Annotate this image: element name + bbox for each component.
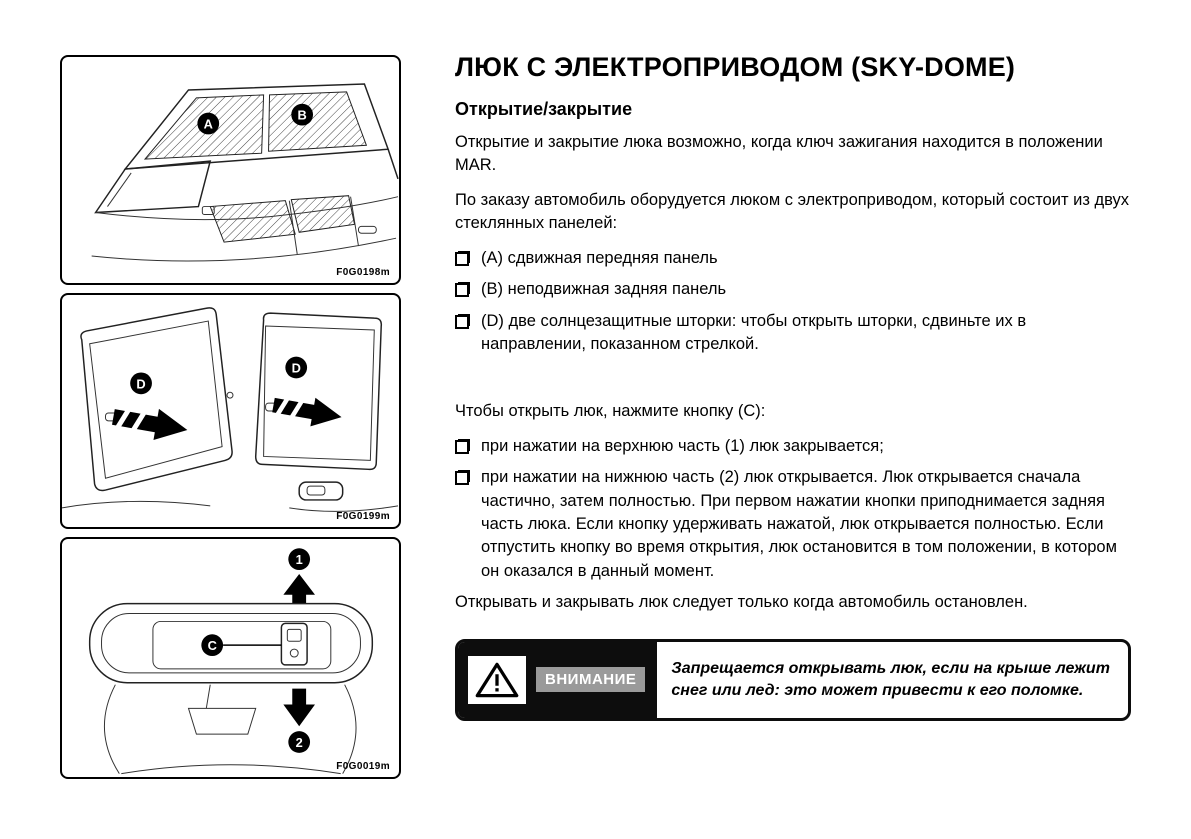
bullet-text: при нажатии на нижнюю часть (2) люк открывается. Люк открывается сначала частично, затем полностью. При первом нажатии кнопки приподнимается задняя часть люка. Если кнопку удерживать нажатой, люк открывается полностью. Если отпустить кнопку во время открытия, люк остановится в том положении, в котором он оказался в данный момент.: [481, 468, 1117, 580]
bullet-text: (D) две солнцезащитные шторки: чтобы открыть шторки, сдвиньте их в направлении, показанном стрелкой.: [481, 311, 1027, 353]
label-d-left-badge: [130, 372, 152, 394]
label-1-badge: [288, 548, 310, 570]
section-heading: Открытие/закрытие: [455, 99, 633, 119]
slide-arrow-left: [111, 401, 190, 445]
button-bullet-list: [455, 435, 1131, 584]
bullet-text: (A) сдвижная передняя панель: [481, 248, 718, 267]
svg-text:1: 1: [295, 552, 303, 568]
paragraph-ignition: Открытие и закрытие люка возможно, когда ключ зажигания находится в положении MAR.: [455, 133, 1103, 175]
page-title: ЛЮК С ЭЛЕКТРОПРИВОДОМ (SKY-DOME): [455, 52, 1016, 82]
figure-sunroof-exterior: [60, 55, 401, 285]
label-b-badge: [291, 104, 313, 126]
list-item: [455, 466, 1131, 583]
label-c-badge: [201, 634, 223, 656]
list-item: [455, 278, 1131, 301]
warning-label: ВНИМАНИЕ: [536, 667, 645, 692]
list-item: [455, 310, 1131, 357]
paragraph-stopped: Открывать и закрывать люк следует только когда автомобиль остановлен.: [455, 593, 1028, 612]
figure-sun-blinds: [60, 293, 401, 529]
bullet-square-icon: [455, 471, 469, 485]
figure-code: F0G0199m: [336, 511, 390, 522]
figure-code: F0G0019m: [336, 761, 390, 772]
label-2-badge: [288, 731, 310, 753]
paragraph-button: Чтобы открыть люк, нажмите кнопку (C):: [455, 402, 766, 421]
text-column: [455, 52, 1131, 721]
figure-console-button: [60, 537, 401, 779]
warning-triangle-icon: [468, 656, 526, 704]
svg-text:D: D: [136, 376, 146, 392]
svg-text:A: A: [203, 116, 213, 132]
slide-arrow-right: [271, 391, 344, 432]
bullet-text: (B) неподвижная задняя панель: [481, 280, 727, 299]
figure-code: F0G0198m: [336, 267, 390, 278]
open-direction-arrow: [283, 689, 315, 727]
label-d-right-badge: [285, 357, 307, 379]
svg-text:C: C: [207, 638, 217, 654]
console-illustration: [62, 539, 399, 777]
bullet-text: при нажатии на верхнюю часть (1) люк закрывается;: [481, 436, 884, 455]
sun-blinds-illustration: [62, 295, 399, 527]
bullet-square-icon: [455, 315, 469, 329]
paragraph-equipment: По заказу автомобиль оборудуется люком с электроприводом, который состоит из двух стеклянных панелей:: [455, 190, 1130, 233]
svg-text:2: 2: [295, 734, 303, 750]
warning-triangle-glyph: [474, 661, 520, 699]
car-roof-illustration: [62, 57, 399, 283]
bullet-square-icon: [455, 283, 469, 297]
warning-text: Запрещается открывать люк, если на крыше лежит снег или лед: это может привести к его поломке.: [671, 659, 1110, 699]
warning-left-panel: [458, 642, 657, 718]
label-a-badge: [197, 113, 219, 135]
warning-box: [455, 639, 1131, 721]
list-item: [455, 247, 1131, 270]
figure-column: [60, 55, 401, 787]
svg-text:D: D: [291, 360, 301, 376]
panel-bullet-list: [455, 247, 1131, 357]
bullet-square-icon: [455, 252, 469, 266]
bullet-square-icon: [455, 440, 469, 454]
close-direction-arrow: [283, 574, 315, 604]
svg-text:B: B: [297, 107, 307, 123]
list-item: [455, 435, 1131, 458]
